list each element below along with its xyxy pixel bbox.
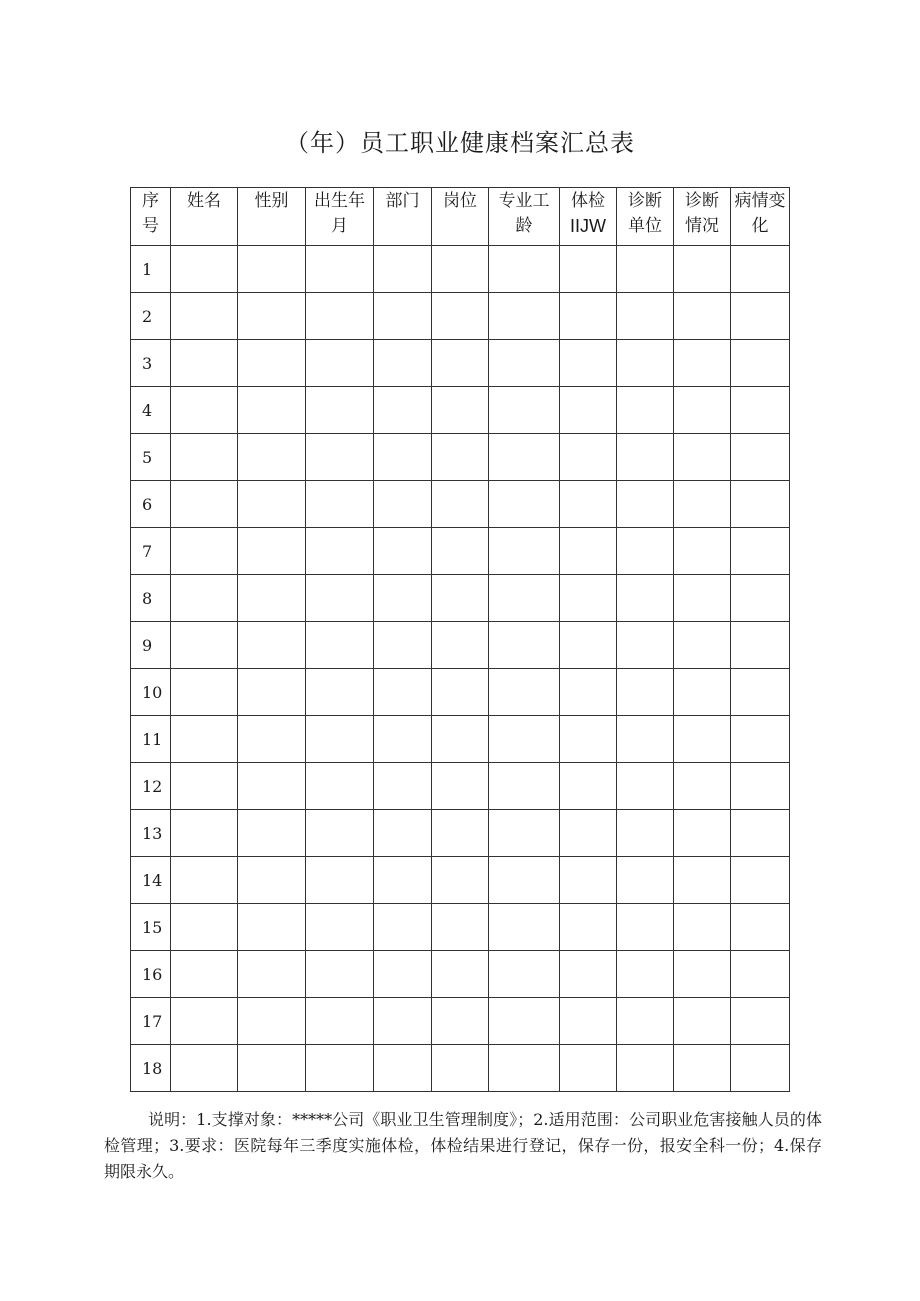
table-cell bbox=[617, 669, 674, 716]
row-number: 18 bbox=[131, 1045, 171, 1092]
table-cell bbox=[560, 293, 617, 340]
table-cell bbox=[238, 669, 306, 716]
table-cell bbox=[489, 575, 560, 622]
table-cell bbox=[238, 1045, 306, 1092]
table-cell bbox=[674, 810, 731, 857]
table-cell bbox=[489, 669, 560, 716]
header-cell-name: 姓名 bbox=[171, 188, 238, 246]
table-cell bbox=[489, 951, 560, 998]
table-cell bbox=[560, 810, 617, 857]
table-cell bbox=[674, 857, 731, 904]
table-cell bbox=[489, 857, 560, 904]
table-cell bbox=[238, 387, 306, 434]
table-cell bbox=[171, 293, 238, 340]
table-cell bbox=[617, 1045, 674, 1092]
table-cell bbox=[674, 340, 731, 387]
table-cell bbox=[617, 434, 674, 481]
table-cell bbox=[374, 998, 432, 1045]
table-cell bbox=[432, 293, 489, 340]
health-record-table bbox=[130, 187, 790, 1092]
table-cell bbox=[731, 763, 790, 810]
header-cell-exam: 体检 IIJW bbox=[560, 188, 617, 246]
table-cell bbox=[560, 1045, 617, 1092]
table-cell bbox=[731, 904, 790, 951]
table-cell bbox=[731, 528, 790, 575]
table-cell bbox=[306, 293, 374, 340]
table-cell bbox=[432, 387, 489, 434]
table-cell bbox=[238, 716, 306, 763]
table-cell bbox=[560, 716, 617, 763]
table-cell bbox=[171, 387, 238, 434]
table-cell bbox=[489, 622, 560, 669]
table-cell bbox=[617, 575, 674, 622]
row-number: 9 bbox=[131, 622, 171, 669]
table-cell bbox=[171, 716, 238, 763]
table-cell bbox=[560, 669, 617, 716]
table-cell bbox=[489, 246, 560, 293]
table-cell bbox=[674, 528, 731, 575]
table-row bbox=[131, 293, 790, 340]
table-cell bbox=[560, 340, 617, 387]
table-cell bbox=[617, 716, 674, 763]
table-cell bbox=[171, 763, 238, 810]
table-row bbox=[131, 857, 790, 904]
page-title: （年）员工职业健康档案汇总表 bbox=[285, 129, 635, 157]
table-cell bbox=[306, 340, 374, 387]
table-cell bbox=[306, 622, 374, 669]
table-cell bbox=[306, 951, 374, 998]
table-row bbox=[131, 951, 790, 998]
table-cell bbox=[731, 1045, 790, 1092]
table-cell bbox=[674, 904, 731, 951]
table-cell bbox=[731, 669, 790, 716]
row-number: 10 bbox=[131, 669, 171, 716]
header-cell-serial: 序 号 bbox=[131, 188, 171, 246]
table-cell bbox=[489, 716, 560, 763]
table-cell bbox=[171, 951, 238, 998]
table-cell bbox=[674, 1045, 731, 1092]
table-row bbox=[131, 340, 790, 387]
table-cell bbox=[432, 481, 489, 528]
table-cell bbox=[171, 575, 238, 622]
table-row bbox=[131, 481, 790, 528]
table-cell bbox=[432, 528, 489, 575]
table-cell bbox=[432, 810, 489, 857]
table-cell bbox=[560, 904, 617, 951]
header-cell-department: 部门 bbox=[374, 188, 432, 246]
table-row bbox=[131, 904, 790, 951]
table-cell bbox=[731, 246, 790, 293]
table-cell bbox=[238, 293, 306, 340]
table-cell bbox=[489, 763, 560, 810]
table-cell bbox=[306, 763, 374, 810]
table-cell bbox=[489, 904, 560, 951]
table-cell bbox=[306, 434, 374, 481]
table-cell bbox=[674, 387, 731, 434]
table-cell bbox=[560, 246, 617, 293]
table-row bbox=[131, 669, 790, 716]
table-cell bbox=[674, 575, 731, 622]
table-cell bbox=[374, 246, 432, 293]
table-cell bbox=[374, 528, 432, 575]
table-cell bbox=[374, 434, 432, 481]
row-number: 3 bbox=[131, 340, 171, 387]
table-cell bbox=[374, 716, 432, 763]
table-cell bbox=[560, 951, 617, 998]
table-cell bbox=[674, 622, 731, 669]
table-body bbox=[131, 246, 790, 1092]
table-cell bbox=[171, 340, 238, 387]
table-cell bbox=[238, 951, 306, 998]
table-cell bbox=[432, 763, 489, 810]
row-number: 14 bbox=[131, 857, 171, 904]
row-number: 17 bbox=[131, 998, 171, 1045]
table-cell bbox=[374, 575, 432, 622]
table-cell bbox=[731, 481, 790, 528]
table-cell bbox=[489, 434, 560, 481]
table-cell bbox=[674, 481, 731, 528]
table-note: 说明：1.支撑对象：*****公司《职业卫生管理制度》；2.适用范围：公司职业危害接触人员的体检管理；3.要求：医院每年三季度实施体检，体检结果进行登记，保存一份，报安全科一份；4.保存期限永久。 bbox=[104, 1110, 822, 1181]
table-cell bbox=[617, 246, 674, 293]
table-cell bbox=[489, 1045, 560, 1092]
table-cell bbox=[731, 575, 790, 622]
table-cell bbox=[731, 340, 790, 387]
table-cell bbox=[238, 622, 306, 669]
table-cell bbox=[238, 481, 306, 528]
table-cell bbox=[432, 904, 489, 951]
table-cell bbox=[306, 716, 374, 763]
row-number: 4 bbox=[131, 387, 171, 434]
table-cell bbox=[617, 293, 674, 340]
table-cell bbox=[617, 998, 674, 1045]
table-cell bbox=[617, 622, 674, 669]
table-row bbox=[131, 434, 790, 481]
row-number: 11 bbox=[131, 716, 171, 763]
table-cell bbox=[374, 622, 432, 669]
table-row bbox=[131, 387, 790, 434]
table-cell bbox=[171, 528, 238, 575]
table-cell bbox=[489, 810, 560, 857]
table-row bbox=[131, 810, 790, 857]
table-cell bbox=[238, 857, 306, 904]
table-row bbox=[131, 716, 790, 763]
table-cell bbox=[306, 246, 374, 293]
table-row bbox=[131, 763, 790, 810]
table-cell bbox=[731, 716, 790, 763]
table-cell bbox=[560, 998, 617, 1045]
table-cell bbox=[171, 857, 238, 904]
table-cell bbox=[238, 575, 306, 622]
table-cell bbox=[238, 340, 306, 387]
table-cell bbox=[306, 528, 374, 575]
table-cell bbox=[306, 998, 374, 1045]
table-cell bbox=[374, 481, 432, 528]
table-cell bbox=[171, 810, 238, 857]
table-header-row bbox=[131, 188, 790, 246]
table-row bbox=[131, 246, 790, 293]
table-cell bbox=[238, 528, 306, 575]
table-cell bbox=[432, 857, 489, 904]
table-cell bbox=[674, 293, 731, 340]
table-cell bbox=[171, 622, 238, 669]
table-cell bbox=[306, 904, 374, 951]
table-cell bbox=[171, 904, 238, 951]
table-cell bbox=[560, 763, 617, 810]
table-cell bbox=[306, 857, 374, 904]
table-cell bbox=[171, 998, 238, 1045]
table-cell bbox=[432, 622, 489, 669]
table-cell bbox=[489, 293, 560, 340]
table-row bbox=[131, 528, 790, 575]
table-cell bbox=[238, 904, 306, 951]
table-cell bbox=[374, 857, 432, 904]
table-cell bbox=[731, 387, 790, 434]
table-cell bbox=[306, 1045, 374, 1092]
table-cell bbox=[674, 669, 731, 716]
row-number: 2 bbox=[131, 293, 171, 340]
table-cell bbox=[171, 434, 238, 481]
table-cell bbox=[432, 951, 489, 998]
table-cell bbox=[432, 1045, 489, 1092]
table-cell bbox=[674, 716, 731, 763]
row-number: 12 bbox=[131, 763, 171, 810]
table-row bbox=[131, 622, 790, 669]
table-cell bbox=[617, 340, 674, 387]
table-cell bbox=[731, 293, 790, 340]
table-cell bbox=[306, 387, 374, 434]
table-cell bbox=[432, 716, 489, 763]
table-cell bbox=[560, 387, 617, 434]
table-cell bbox=[432, 998, 489, 1045]
table-cell bbox=[617, 951, 674, 998]
table-cell bbox=[560, 481, 617, 528]
table-cell bbox=[731, 998, 790, 1045]
table-cell bbox=[731, 857, 790, 904]
table-cell bbox=[731, 810, 790, 857]
row-number: 5 bbox=[131, 434, 171, 481]
table-row bbox=[131, 575, 790, 622]
table-cell bbox=[560, 575, 617, 622]
table-cell bbox=[617, 387, 674, 434]
table-cell bbox=[731, 951, 790, 998]
table-cell bbox=[674, 763, 731, 810]
table-cell bbox=[489, 387, 560, 434]
table-cell bbox=[617, 528, 674, 575]
row-number: 15 bbox=[131, 904, 171, 951]
table-cell bbox=[374, 669, 432, 716]
table-cell bbox=[560, 622, 617, 669]
table-cell bbox=[171, 246, 238, 293]
row-number: 16 bbox=[131, 951, 171, 998]
table-cell bbox=[674, 246, 731, 293]
table-cell bbox=[306, 669, 374, 716]
table-cell bbox=[489, 340, 560, 387]
table-cell bbox=[432, 669, 489, 716]
table-cell bbox=[674, 434, 731, 481]
row-number: 8 bbox=[131, 575, 171, 622]
table-cell bbox=[374, 951, 432, 998]
table-cell bbox=[306, 575, 374, 622]
table-cell bbox=[171, 1045, 238, 1092]
table-cell bbox=[171, 669, 238, 716]
row-number: 1 bbox=[131, 246, 171, 293]
header-cell-diag-unit: 诊断 单位 bbox=[617, 188, 674, 246]
table-cell bbox=[617, 763, 674, 810]
table-cell bbox=[432, 340, 489, 387]
table-cell bbox=[306, 810, 374, 857]
table-cell bbox=[432, 434, 489, 481]
table-cell bbox=[731, 434, 790, 481]
table-cell bbox=[489, 998, 560, 1045]
header-cell-seniority: 专业工 龄 bbox=[489, 188, 560, 246]
table-cell bbox=[238, 998, 306, 1045]
table-cell bbox=[374, 763, 432, 810]
header-cell-gender: 性别 bbox=[238, 188, 306, 246]
row-number: 7 bbox=[131, 528, 171, 575]
table-row bbox=[131, 998, 790, 1045]
header-cell-birth: 出生年 月 bbox=[306, 188, 374, 246]
table-cell bbox=[674, 998, 731, 1045]
table-cell bbox=[731, 622, 790, 669]
table-cell bbox=[432, 246, 489, 293]
table-cell bbox=[374, 810, 432, 857]
table-cell bbox=[374, 293, 432, 340]
table-cell bbox=[374, 387, 432, 434]
row-number: 6 bbox=[131, 481, 171, 528]
table-cell bbox=[489, 481, 560, 528]
table-cell bbox=[432, 575, 489, 622]
table-cell bbox=[489, 528, 560, 575]
table-cell bbox=[617, 810, 674, 857]
table-cell bbox=[238, 763, 306, 810]
table-cell bbox=[374, 1045, 432, 1092]
table-cell bbox=[617, 481, 674, 528]
table-cell bbox=[306, 481, 374, 528]
table-cell bbox=[238, 810, 306, 857]
table-cell bbox=[674, 951, 731, 998]
header-cell-position: 岗位 bbox=[432, 188, 489, 246]
table-cell bbox=[238, 434, 306, 481]
table-cell bbox=[171, 481, 238, 528]
row-number: 13 bbox=[131, 810, 171, 857]
header-cell-diag-status: 诊断 情况 bbox=[674, 188, 731, 246]
table-cell bbox=[238, 246, 306, 293]
table-cell bbox=[617, 904, 674, 951]
table-cell bbox=[560, 857, 617, 904]
table-cell bbox=[560, 434, 617, 481]
table-cell bbox=[617, 857, 674, 904]
table-cell bbox=[560, 528, 617, 575]
header-cell-condition-change: 病情变 化 bbox=[731, 188, 790, 246]
table-cell bbox=[374, 904, 432, 951]
table-row bbox=[131, 1045, 790, 1092]
table-cell bbox=[374, 340, 432, 387]
